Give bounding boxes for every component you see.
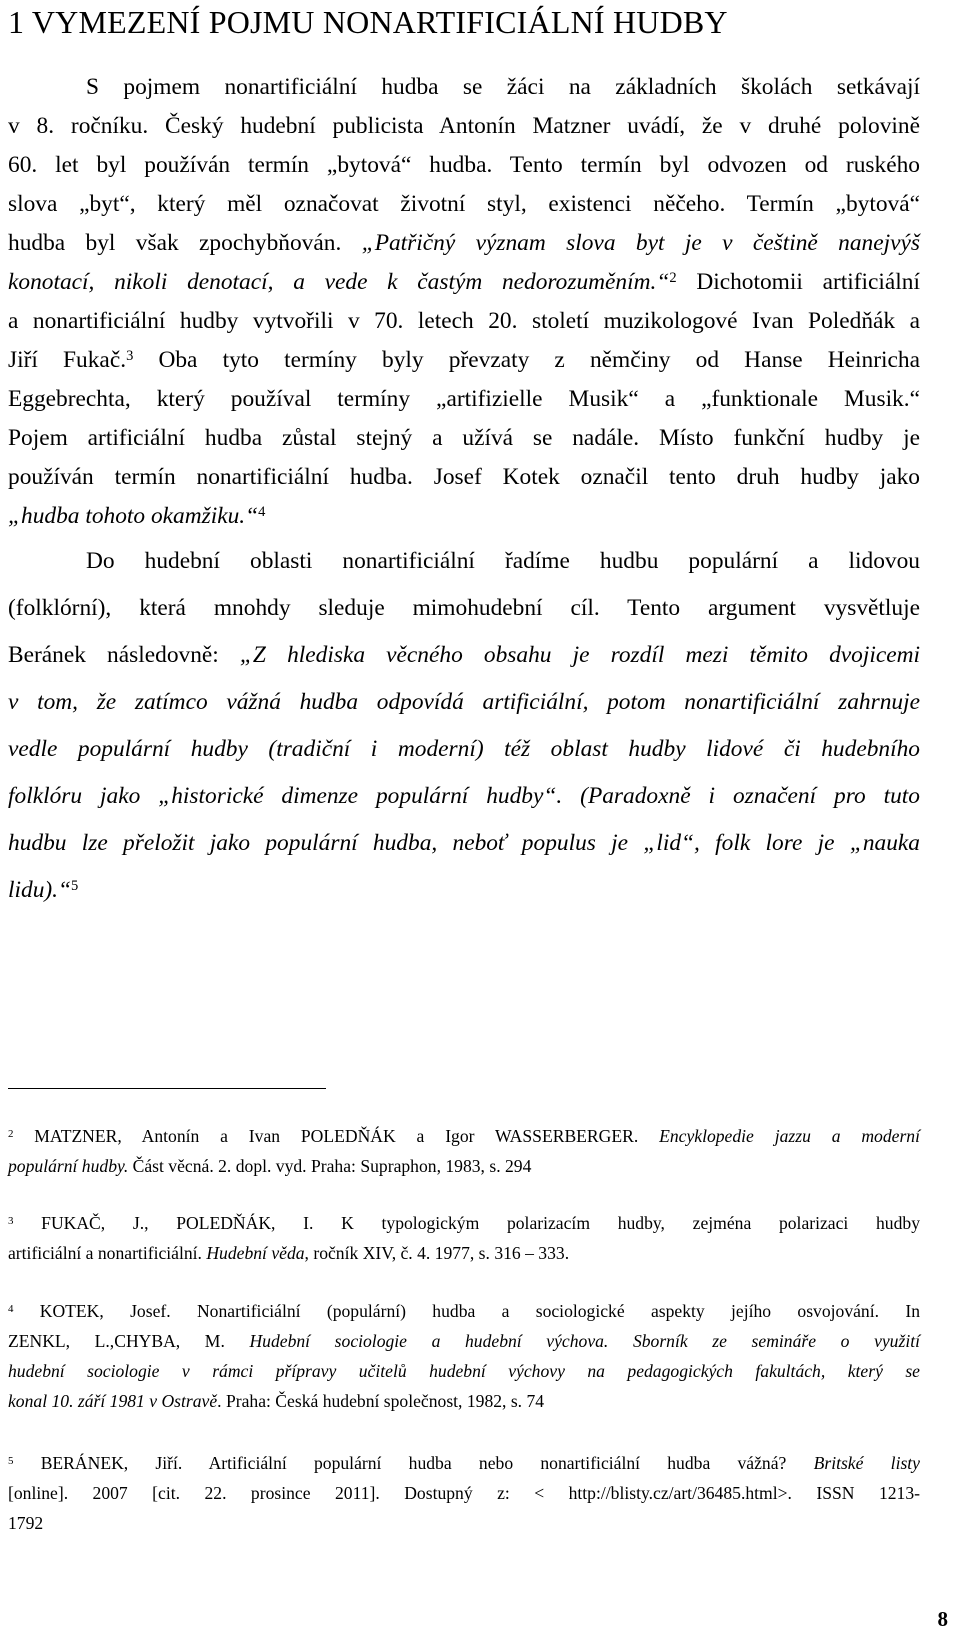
quote-text: konotací, nikoli denotací, a vede k častým nedorozuměním.“ <box>8 269 670 295</box>
text: používán termín nonartificiální hudba. Josef Kotek označil tento druh hudby jako <box>8 464 920 490</box>
body-line <box>8 499 920 533</box>
body-line <box>8 343 920 377</box>
title-text: hudební sociologie v rámci přípravy učitelů hudební výchovy na pedagogických fakultách, který se <box>8 1361 920 1381</box>
text: S pojmem nonartificiální hudba se žáci na základních školách setkávají <box>86 74 920 100</box>
quote-text: lidu).“ <box>8 877 72 903</box>
footnote-line <box>8 1450 920 1476</box>
text: Dichotomii artificiální <box>676 269 921 295</box>
footnote-ref[interactable]: 2 <box>669 269 677 286</box>
footnote-line <box>8 1358 920 1384</box>
body-line <box>8 148 920 182</box>
title-text: populární hudby. <box>8 1156 129 1176</box>
footnote-url-text[interactable]: [online]. 2007 [cit. 22. prosince 2011]. Dostupný z: < http://blisty.cz/art/36485.html>. ISSN 1213- <box>8 1483 920 1503</box>
footnote-line <box>8 1298 920 1324</box>
text: Oba tyto termíny byly převzaty z němčiny od Hanse Heinricha <box>133 347 920 373</box>
text: BERÁNEK, Jiří. Artificiální populární hudba nebo nonartificiální hudba vážná? <box>13 1453 814 1473</box>
footnote-number: 2 <box>8 1127 14 1140</box>
body-line <box>86 544 920 578</box>
footnote-line <box>8 1480 920 1506</box>
footnote-line <box>8 1328 920 1354</box>
footnote-separator <box>8 1088 326 1089</box>
text: Eggebrechta, který používal termíny „artifizielle Musik“ a „funktionale Musik.“ <box>8 386 920 412</box>
footnote-line <box>8 1210 920 1236</box>
text: (folklórní), která mnohdy sleduje mimohudební cíl. Tento argument vysvětluje <box>8 595 920 621</box>
footnote-number: 4 <box>8 1302 14 1315</box>
title-text: Britské listy <box>813 1453 920 1473</box>
text: artificiální a nonartificiální. <box>8 1243 207 1263</box>
footnote-ref[interactable]: 3 <box>126 347 134 364</box>
quote-text: hudbu lze přeložit jako populární hudba, neboť populus je „lid“, folk lore je „nauka <box>8 830 920 856</box>
footnote-number: 5 <box>8 1454 14 1467</box>
quote-text: „Z hlediska věcného obsahu je rozdíl mezi těmito dvojicemi <box>239 642 920 668</box>
quote-text: folklóru jako „historické dimenze populární hudby“. (Paradoxně i označení pro tuto <box>8 783 920 809</box>
footnote-number: 3 <box>8 1214 14 1227</box>
body-line <box>8 638 920 672</box>
text: KOTEK, Josef. Nonartificiální (populární) hudba a sociologické aspekty jejího osvojování. In <box>13 1301 920 1321</box>
body-line <box>8 382 920 416</box>
text: Do hudební oblasti nonartificiální řadíme hudbu populární a lidovou <box>86 548 920 574</box>
footnote-line <box>8 1388 920 1414</box>
text: FUKAČ, J., POLEDŇÁK, I. K typologickým polarizacím hudby, zejména polarizaci hudby <box>13 1213 920 1233</box>
title-text: Encyklopedie jazzu a moderní <box>659 1126 920 1146</box>
text: , ročník XIV, č. 4. 1977, s. 316 – 333. <box>304 1243 570 1263</box>
quote-text: v tom, že zatímco vážná hudba odpovídá artificiální, potom nonartificiální zahrnuje <box>8 689 920 715</box>
chapter-heading: 1 VYMEZENÍ POJMU NONARTIFICIÁLNÍ HUDBY <box>8 4 728 40</box>
text: hudba byl však zpochybňován. <box>8 230 362 256</box>
body-line <box>8 591 920 625</box>
body-line <box>8 304 920 338</box>
text: Beránek následovně: <box>8 642 240 668</box>
page-number: 8 <box>937 1607 948 1631</box>
text: ZENKL, L.,CHYBA, M. <box>8 1331 250 1351</box>
text: 60. let byl používán termín „bytová“ hudba. Tento termín byl odvozen od ruského <box>8 152 920 178</box>
footnote-ref[interactable]: 5 <box>71 877 79 894</box>
body-line <box>8 226 920 260</box>
text: Pojem artificiální hudba zůstal stejný a užívá se nadále. Místo funkční hudby je <box>8 425 920 451</box>
footnote-line <box>8 1123 920 1149</box>
text: v 8. ročníku. Český hudební publicista Antonín Matzner uvádí, že v druhé polovině <box>8 113 920 139</box>
body-line <box>8 779 920 813</box>
body-line <box>8 732 920 766</box>
text: . Praha: Česká hudební společnost, 1982, s. 74 <box>217 1391 545 1411</box>
body-line <box>8 265 920 299</box>
title-text: Hudební věda <box>206 1243 305 1263</box>
text: Jiří Fukač. <box>8 347 127 373</box>
text: slova „byt“, který měl označovat životní styl, existenci něčeho. Termín „bytová“ <box>8 191 920 217</box>
title-text: konal 10. září 1981 v Ostravě <box>8 1391 218 1411</box>
text: 1792 <box>8 1513 44 1533</box>
text: Část věcná. 2. dopl. vyd. Praha: Supraphon, 1983, s. 294 <box>128 1156 532 1176</box>
footnote-line <box>8 1510 920 1536</box>
footnote-line <box>8 1153 920 1179</box>
body-line <box>86 70 920 104</box>
text: MATZNER, Antonín a Ivan POLEDŇÁK a Igor WASSERBERGER. <box>13 1126 660 1146</box>
body-line <box>8 187 920 221</box>
text: a nonartificiální hudby vytvořili v 70. letech 20. století muzikologové Ivan Poledňák a <box>8 308 920 334</box>
footnote-ref[interactable]: 4 <box>258 503 266 520</box>
quote-text: „Patřičný význam slova byt je v češtině nanejvýš <box>361 230 920 256</box>
body-line <box>8 460 920 494</box>
footnote-line <box>8 1240 920 1266</box>
body-line <box>8 685 920 719</box>
quote-text: „hudba tohoto okamžiku.“ <box>8 503 259 529</box>
body-line <box>8 421 920 455</box>
body-line <box>8 873 920 907</box>
quote-text: vedle populární hudby (tradiční i moderní) též oblast hudby lidové či hudebního <box>8 736 920 762</box>
title-text: Hudební sociologie a hudební výchova. Sborník ze semináře o využití <box>249 1331 920 1351</box>
body-line <box>8 826 920 860</box>
body-line <box>8 109 920 143</box>
